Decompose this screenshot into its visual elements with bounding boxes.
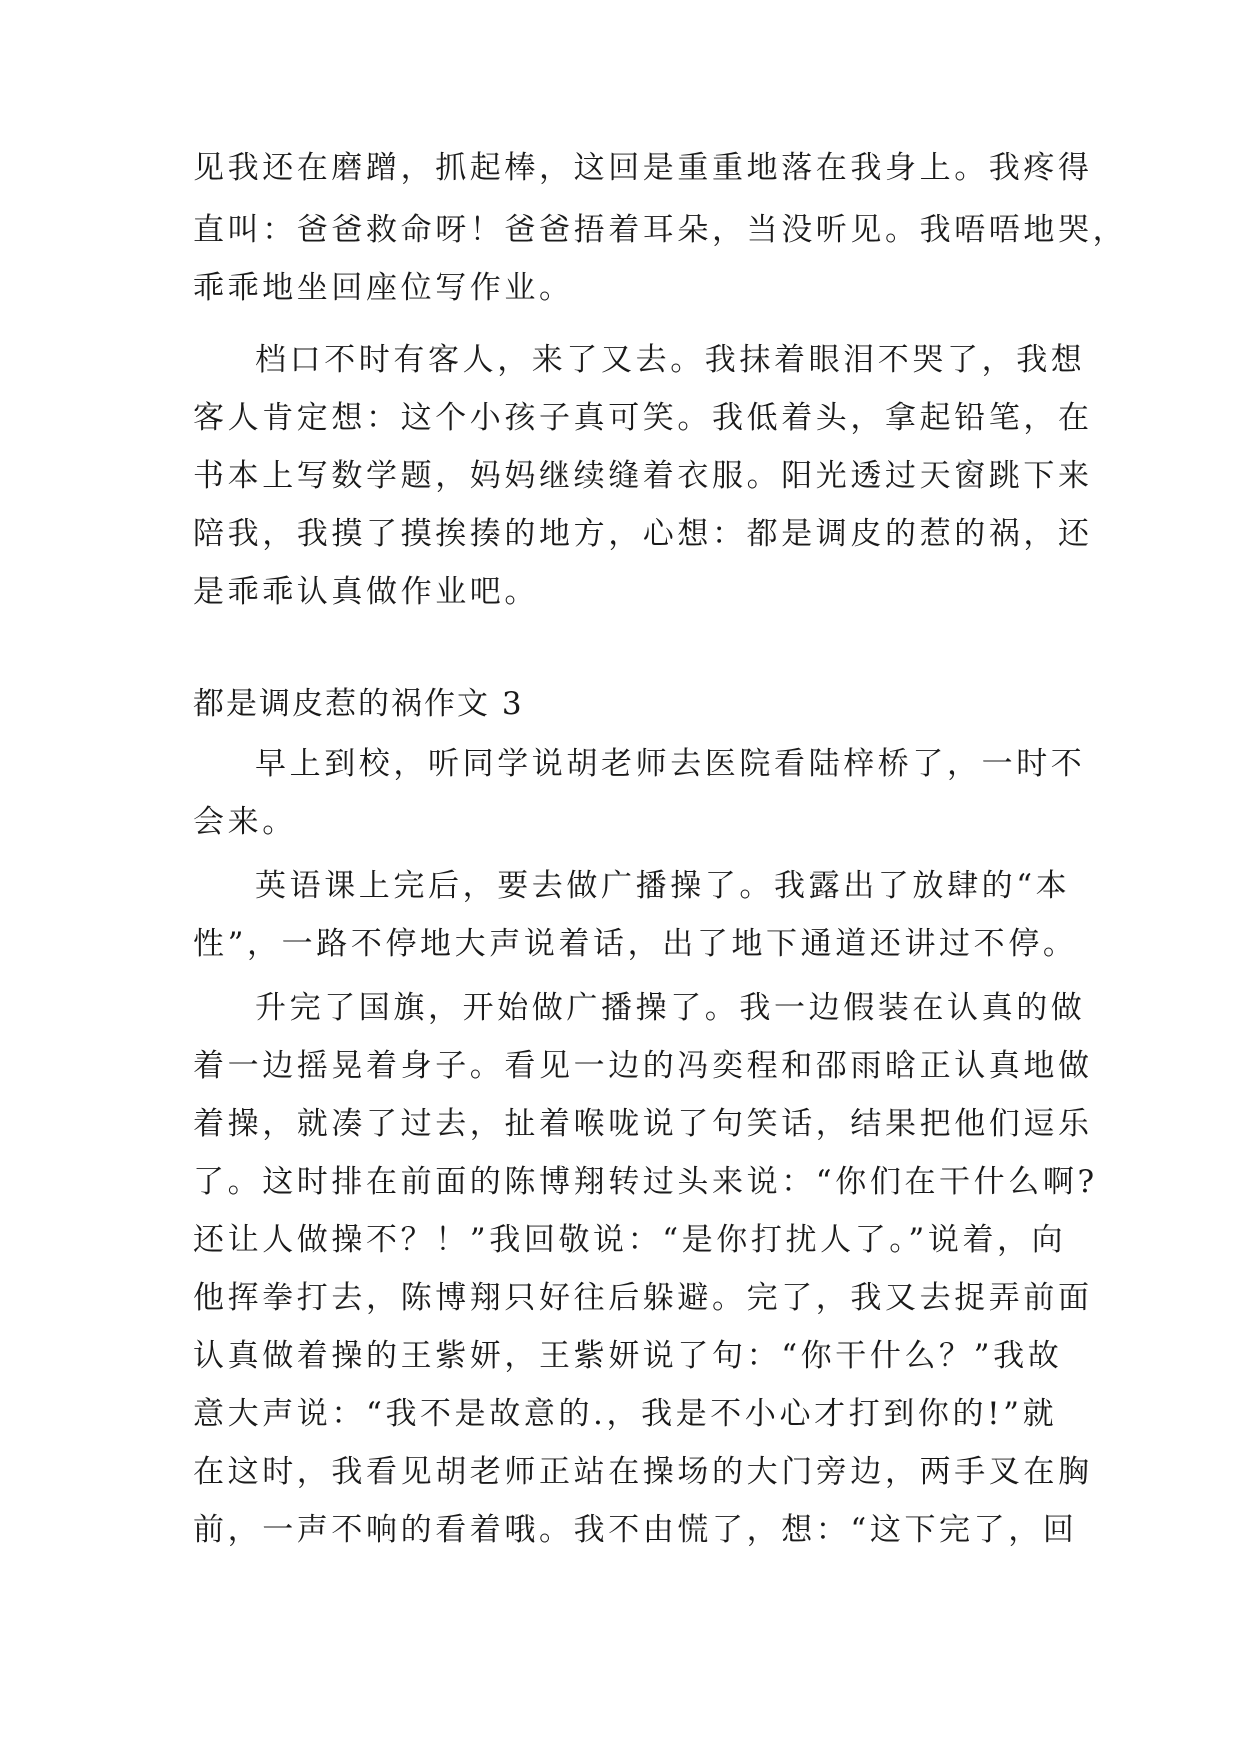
paragraph-line: 见我还在磨蹭，抓起棒，这回是重重地落在我身上。我疼得 bbox=[193, 150, 1093, 186]
paragraph-line: 档口不时有客人，来了又去。我抹着眼泪不哭了，我想 bbox=[255, 342, 1086, 378]
paragraph-line: 认真做着操的王紫妍，王紫妍说了句：“你干什么？”我故 bbox=[193, 1338, 1063, 1374]
paragraph-line: 前，一声不响的看着哦。我不由慌了，想：“这下完了，回 bbox=[193, 1512, 1078, 1548]
paragraph-line: 乖乖地坐回座位写作业。 bbox=[193, 270, 574, 306]
paragraph-line: 还让人做操不？！”我回敬说：“是你打扰人了。”说着，向 bbox=[193, 1222, 1067, 1258]
paragraph-line: 升完了国旗，开始做广播操了。我一边假装在认真的做 bbox=[255, 990, 1086, 1026]
paragraph-line: 早上到校，听同学说胡老师去医院看陆梓桥了，一时不 bbox=[255, 746, 1086, 782]
paragraph-line: 性”，一路不停地大声说着话，出了地下通道还讲过不停。 bbox=[193, 926, 1078, 962]
paragraph-line: 了。这时排在前面的陈博翔转过头来说：“你们在干什么啊? bbox=[193, 1164, 1098, 1200]
paragraph-line: 客人肯定想：这个小孩子真可笑。我低着头，拿起铅笔，在 bbox=[193, 400, 1093, 436]
paragraph-line: 意大声说：“我不是故意的.，我是不小心才打到你的!”就 bbox=[193, 1396, 1058, 1432]
paragraph-line: 会来。 bbox=[193, 804, 297, 840]
paragraph-line: 他挥拳打去，陈博翔只好往后躲避。完了，我又去捉弄前面 bbox=[193, 1280, 1093, 1316]
paragraph-line: 陪我，我摸了摸挨揍的地方，心想：都是调皮的惹的祸，还 bbox=[193, 516, 1093, 552]
paragraph-line: 着一边摇晃着身子。看见一边的冯奕程和邵雨晗正认真地做 bbox=[193, 1048, 1093, 1084]
paragraph-line: 着操，就凑了过去，扯着喉咙说了句笑话，结果把他们逗乐 bbox=[193, 1106, 1093, 1142]
paragraph-line: 是乖乖认真做作业吧。 bbox=[193, 574, 539, 610]
section-heading: 都是调皮惹的祸作文 3 bbox=[193, 686, 524, 722]
paragraph-line: 在这时，我看见胡老师正站在操场的大门旁边，两手叉在胸 bbox=[193, 1454, 1093, 1490]
paragraph-line: 英语课上完后，要去做广播操了。我露出了放肆的“本 bbox=[255, 868, 1071, 904]
paragraph-line: 书本上写数学题，妈妈继续缝着衣服。阳光透过天窗跳下来 bbox=[193, 458, 1093, 494]
paragraph-line: 直叫：爸爸救命呀！爸爸捂着耳朵，当没听见。我唔唔地哭， bbox=[193, 212, 1128, 248]
